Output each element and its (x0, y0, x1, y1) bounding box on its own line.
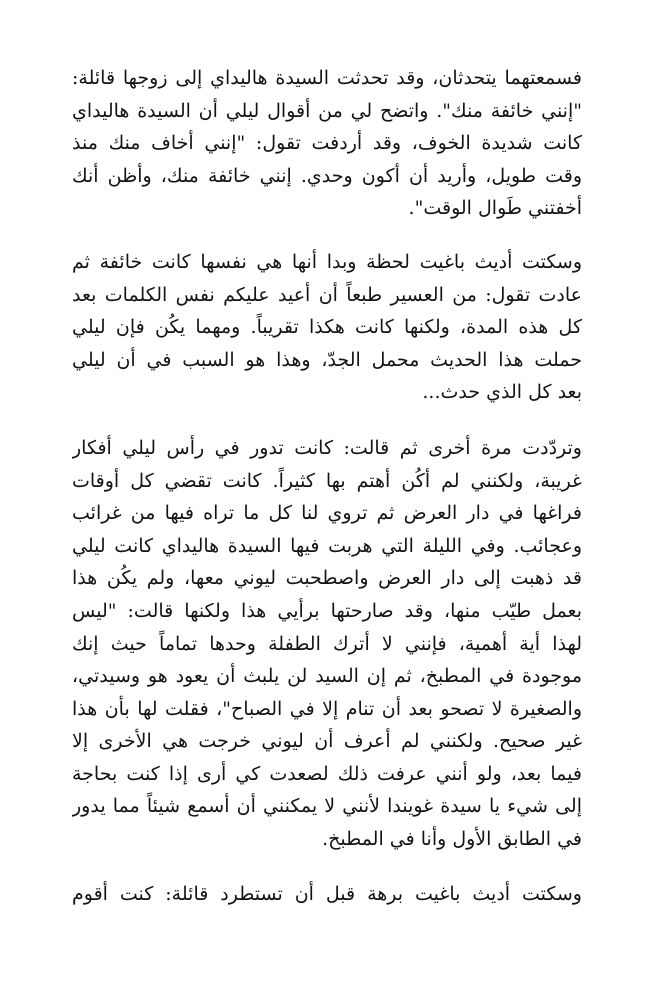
body-text (72, 62, 582, 910)
text-line: إلى شيء يا سيدة غويندا لأنني لا يمكنني أن أسمع شيئاً مما يدور (72, 795, 582, 818)
text-line: كانت شديدة الخوف، وقد أردفت تقول: "إنني أخاف منك منذ (72, 132, 582, 155)
paragraph (72, 432, 582, 856)
text-line: قد ذهبت إلى دار العرض واصطحبت ليوني معها، ولم يكُن هذا (72, 567, 582, 590)
text-line: موجودة في المطبخ، ثم إن السيد لن يلبث أن يعود هو وسيدتي، (72, 665, 582, 688)
text-line: أخفتني طَوال الوقت". (408, 197, 582, 220)
paragraph-gap (72, 856, 582, 878)
paragraph-gap (72, 409, 582, 432)
text-line: والصغيرة لا تصحو بعد أن تنام إلا في الصباح"، فقلت لها بأن هذا (72, 697, 582, 720)
text-line: غريبة، ولكنني لم أكُن أهتم بها كثيراً. كانت تقضي كل أوقات (72, 469, 582, 492)
text-line: فسمعتهما يتحدثان، وقد تحدثت السيدة هاليداي إلى زوجها قائلة: (72, 67, 582, 89)
paragraph (72, 878, 582, 911)
paragraph (72, 246, 582, 409)
paragraph-gap (72, 225, 582, 246)
text-line: حملت هذا الحديث محمل الجدّ، وهذا هو السبب في أن ليلي (72, 348, 582, 371)
text-line: "إنني خائفة منك". واتضح لي من أقوال ليلي أن السيدة هاليداي (72, 99, 582, 122)
text-line: فراغها في دار العرض ثم تروي لنا كل ما تراه فيها من غرائب (72, 502, 582, 525)
text-line: وتردّدت مرة أخرى ثم قالت: كانت تدور في رأس ليلي أفكار (72, 436, 582, 459)
text-line: وقت طويل، وأريد أن أكون وحدي. إنني خائفة منك، وأظن أنك (72, 164, 582, 187)
text-line: عادت تقول: من العسير طبعاً أن أعيد عليكم نفس الكلمات بعد (72, 283, 582, 306)
paragraph (72, 62, 582, 225)
text-line: غير صحيح. ولكنني لم أعرف أن ليوني خرجت هي الأخرى إلا (72, 730, 582, 753)
text-line: لهذا أية أهمية، فإنني لا أترك الطفلة وحدها تماماً حيث إنك (72, 632, 582, 655)
text-line: وعجائب. وفي الليلة التي هربت فيها السيدة هاليداي كانت ليلي (72, 534, 582, 557)
text-line: فيما بعد، ولو أنني عرفت ذلك لصعدت كي أرى إذا كنت بحاجة (72, 762, 582, 785)
text-line: وسكتت أديث باغيت لحظة وبدا أنها هي نفسها كانت خائفة ثم (72, 250, 582, 273)
text-line: كل هذه المدة، ولكنها كانت هكذا تقريباً. ومهما يكُن فإن ليلي (72, 316, 582, 339)
text-line: وسكتت أديث باغيت برهة قبل أن تستطرد قائلة: كنت أقوم (72, 882, 582, 905)
text-line: في الطابق الأول وأنا في المطبخ. (322, 828, 582, 851)
text-line: بعد كل الذي حدث... (422, 381, 582, 404)
text-line: بعمل طيّب منها، وقد صارحتها برأيي هذا ولكنها قالت: "ليس (72, 599, 582, 622)
